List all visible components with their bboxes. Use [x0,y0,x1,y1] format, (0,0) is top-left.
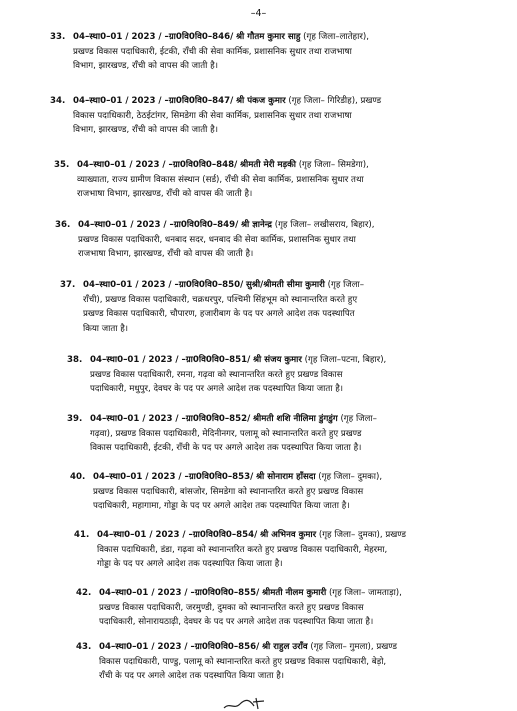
entry-line-text: (गृह जिला– सिमडेगा), [298,160,369,170]
order-reference: 04–स्था0–01 / 2023 / –ग्रा0वि0वि0–848/ [77,160,238,170]
order-reference: 04–स्था0–01 / 2023 / –ग्रा0वि0वि0–852/ [90,414,251,424]
officer-name: श्रीमती मेरी मड़की [239,160,296,170]
entry-line: राजभाषा विभाग, झारखण्ड, राँची को वापस की जाती है। [77,189,253,200]
entry-text [90,412,495,456]
officer-name: श्री सोनाराम हाँसदा [255,472,316,482]
entry-line [73,30,495,45]
entry-line: राँची), प्रखण्ड विकास पदाधिकारी, चक्रधरपुर, पश्चिमी सिंहभूम को स्थानान्तरित करते हुए [83,294,358,305]
entry-line: प्रखण्ड विकास पदाधिकारी, चौपारण, हजारीबाग के पद पर अगले आदेश तक पदस्थापित [83,309,355,320]
officer-name: श्री गौतम कुमार साहु [235,32,301,42]
order-reference: 04–स्था0–01 / 2023 / –ग्रा0वि0वि0–851/ [90,355,251,365]
officer-name: श्री संजय कुमार [252,355,302,365]
entry-line: प्रखण्ड विकास पदाधिकारी, धनबाद सदर, धनबाद की सेवा कार्मिक, प्रशासनिक सुधार तथा [78,234,356,245]
entry-number: 42. [76,588,92,598]
officer-name: श्री राहुल उराँव [261,642,308,652]
entry-number: 38. [67,355,83,365]
entry-line [97,528,495,543]
officer-name: श्रीमती शशि नीलिमा डुंगडुंग [252,414,338,424]
entry-number: 43. [76,642,92,652]
entry-line: राजभाषा विभाग, झारखण्ड, राँची को वापस की जाती है। [78,249,254,260]
entry-line: राँची के पद पर अगले आदेश तक पदस्थापित किया जाता है। [99,671,285,682]
entry-line: विभाग, झारखण्ड, राँची को वापस की जाती है। [73,61,218,72]
entry-line [99,640,495,655]
entry-line [93,470,495,485]
entry-line-text: (गृह जिला– गिरिडीह), प्रखण्ड [288,96,382,106]
order-reference: 04–स्था0–01 / 2023 / –ग्रा0वि0वि0–847/ [73,96,234,106]
entry-line: विकास पदाधिकारी, ईटकी, राँची के पद पर अगले आदेश तक पदस्थापित किया जाता है। [90,443,362,454]
entry-line: पदाधिकारी, महागामा, गोड्डा के पद पर अगले आदेश तक पदस्थापित किया जाता है। [93,501,350,512]
entry-number: 41. [74,530,90,540]
entry-line [78,218,495,233]
entry-line-text: (गृह जिला– [327,280,365,290]
entry-line: विकास पदाधिकारी, पाण्डु, पलामू को स्थानान्तरित करते हुए प्रखण्ड विकास पदाधिकारी, बेड़ो, [99,656,387,667]
order-reference: 04–स्था0–01 / 2023 / –ग्रा0वि0वि0–854/ [97,530,258,540]
entry-line: प्रखण्ड विकास पदाधिकारी, बांसजोर, सिमडेगा को स्थानान्तरित करते हुए प्रखण्ड विकास [93,486,364,497]
entry-line-text: (गृह जिला– [340,414,377,424]
entry-line: गोड्डा के पद पर अगले आदेश तक पदस्थापित किया जाता है। [97,559,283,570]
officer-name: श्रीमती नीलम कुमारी [261,588,327,598]
order-reference: 04–स्था0–01 / 2023 / –ग्रा0वि0वि0–849/ [78,220,239,230]
entry-line: विकास पदाधिकारी, डंडा, गढ़वा को स्थानान्तरित करते हुए प्रखण्ड विकास पदाधिकारी, मेहरमा, [97,544,388,555]
entry-line-text: (गृह जिला– दुमका), [318,472,383,482]
entry-line-text: (गृह जिला– लखीसराय, बिहार), [274,220,375,230]
entry-text [90,353,495,397]
entry-text [83,278,495,336]
order-reference: 04–स्था0–01 / 2023 / –ग्रा0वि0वि0–846/ [73,32,234,42]
entry-line-text: (गृह जिला– दुमका), प्रखण्ड [318,530,406,540]
entry-number: 34. [50,96,66,106]
entry-line-text: (गृह जिला–पटना, बिहार), [304,355,387,365]
entry-line: पदाधिकारी, मधुपुर, देवघर के पद पर अगले आदेश तक पदस्थापित किया जाता है। [90,384,344,395]
officer-name: श्री ज्ञानेन्द्र [240,220,272,230]
entry-line [73,94,495,109]
entry-text [73,94,495,138]
entry-text [77,158,495,202]
signature-mark [220,692,280,711]
order-reference: 04–स्था0–01 / 2023 / –ग्रा0वि0वि0–853/ [93,472,254,482]
entry-text [93,470,495,514]
entry-number: 35. [54,160,70,170]
entry-line: व्याख्याता, राज्य ग्रामीण विकास संस्थान (सर्ड), राँची की सेवा कार्मिक, प्रशासनिक सुधार तथा [77,174,364,185]
entry-line [77,158,495,173]
entry-line: पदाधिकारी, सोनारायठाढ़ी, देवघर के पद पर अगले आदेश तक पदस्थापित किया जाता है। [99,617,374,628]
entry-number: 36. [55,220,71,230]
page-number: –4– [250,8,267,19]
entry-line-text: (गृह जिला–लातेहार), [303,32,369,42]
entry-line-text: (गृह जिला– गुमला), प्रखण्ड [310,642,397,652]
entry-line [83,278,495,293]
entry-line: विभाग, झारखण्ड, राँची को वापस की जाती है। [73,125,218,136]
entry-text [99,586,495,630]
order-reference: 04–स्था0–01 / 2023 / –ग्रा0वि0वि0–856/ [99,642,260,652]
officer-name: श्री अभिनव कुमार [259,530,317,540]
entry-number: 33. [50,32,66,42]
entry-line: प्रखण्ड विकास पदाधिकारी, रमना, गढ़वा को स्थानान्तरित करते हुए प्रखण्ड विकास [90,369,343,380]
officer-name: श्री पंकज कुमार [235,96,286,106]
entry-number: 37. [60,280,76,290]
entry-number: 40. [70,472,86,482]
order-reference: 04–स्था0–01 / 2023 / –ग्रा0वि0वि0–850/ [83,280,244,290]
entry-line-text: (गृह जिला– जामताड़ा), [328,588,402,598]
entry-text [73,30,495,74]
entry-line [90,412,495,427]
entry-line: प्रखण्ड विकास पदाधिकारी, जरमुण्डी, दुमका को स्थानान्तरित करते हुए प्रखण्ड विकास [99,602,364,613]
entry-text [97,528,495,572]
entry-text [78,218,495,262]
entry-line: विकास पदाधिकारी, ठेठईटांगर, सिमडेगा की सेवा कार्मिक, प्रशासनिक सुधार तथा राजभाषा [73,110,352,121]
officer-name: सुश्री/श्रीमती सीमा कुमारी [245,280,325,290]
entry-line [99,586,495,601]
entry-text [99,640,495,684]
order-reference: 04–स्था0–01 / 2023 / –ग्रा0वि0वि0–855/ [99,588,260,598]
entry-line: प्रखण्ड विकास पदाधिकारी, ईटकी, राँची की सेवा कार्मिक, प्रशासनिक सुधार तथा राजभाषा [73,46,352,57]
entry-number: 39. [67,414,83,424]
entry-line: किया जाता है। [83,323,129,334]
entry-line [90,353,495,368]
entry-line: गढ़वा), प्रखण्ड विकास पदाधिकारी, मेदिनीनगर, पलामू को स्थानान्तरित करते हुए प्रखण्ड [90,428,362,439]
